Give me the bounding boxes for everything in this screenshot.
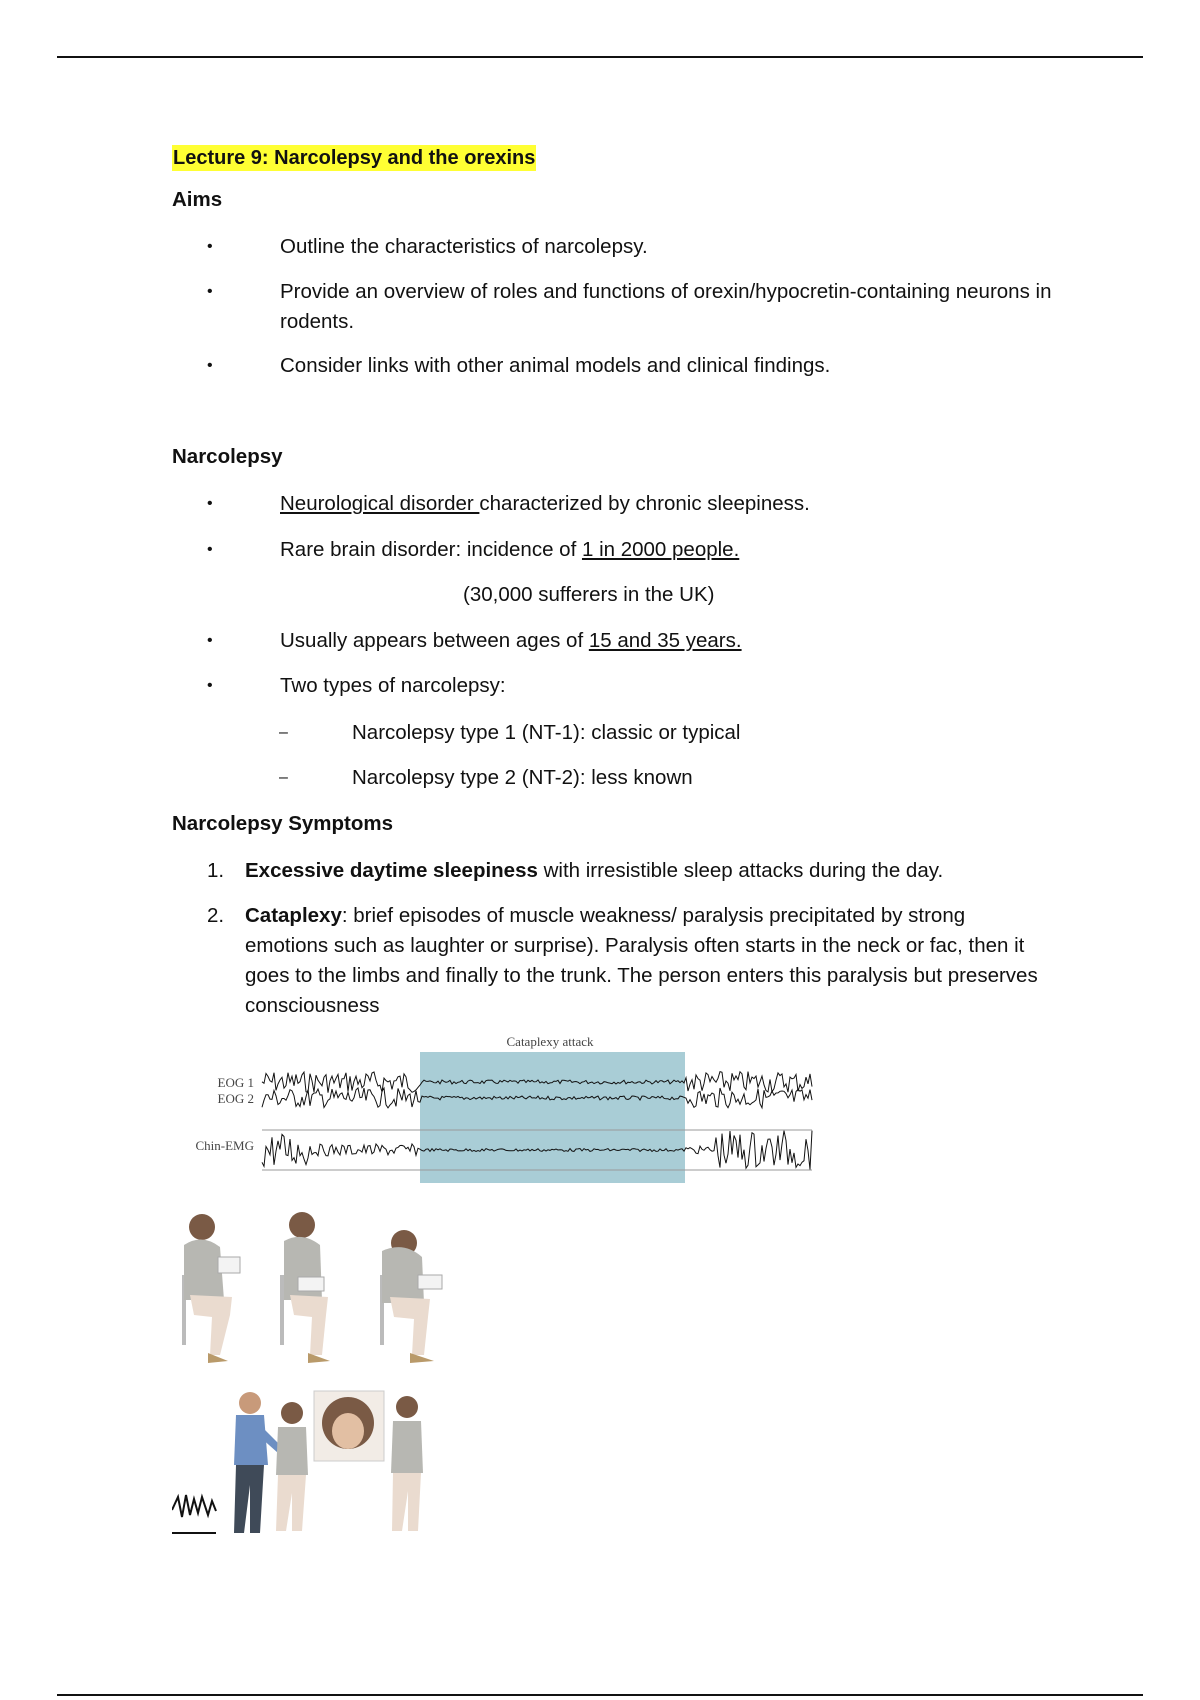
bullet-icon: • bbox=[207, 357, 213, 374]
bullet-icon: • bbox=[207, 283, 213, 300]
number-label: 2. bbox=[207, 904, 225, 927]
dash-icon: – bbox=[279, 724, 288, 741]
seated-person-3 bbox=[380, 1230, 442, 1363]
bullet-icon: • bbox=[207, 677, 213, 694]
bullet-icon: • bbox=[207, 632, 213, 649]
cataplexy-shade bbox=[420, 1052, 685, 1183]
bullet-icon: • bbox=[207, 238, 213, 255]
number-label: 1. bbox=[207, 859, 225, 882]
eog2-label: EOG 2 bbox=[217, 1091, 254, 1106]
seated-person-1 bbox=[182, 1214, 240, 1363]
cataplexy-illustration-standing bbox=[172, 1385, 472, 1545]
cataplexy-attack-label: Cataplexy attack bbox=[506, 1034, 594, 1049]
small-trace-snippet bbox=[172, 1495, 216, 1533]
collapsing-woman bbox=[276, 1402, 308, 1531]
narcolepsy-heading: Narcolepsy bbox=[172, 445, 283, 468]
face-closeup bbox=[314, 1391, 384, 1461]
symptoms-heading: Narcolepsy Symptoms bbox=[172, 812, 394, 835]
chin-emg-label: Chin-EMG bbox=[195, 1138, 254, 1153]
aims-heading: Aims bbox=[172, 188, 223, 211]
bottom-rule bbox=[57, 1694, 1143, 1696]
bullet-icon: • bbox=[207, 495, 213, 512]
standing-man bbox=[234, 1392, 284, 1533]
page-title: Lecture 9: Narcolepsy and the orexins bbox=[173, 147, 536, 169]
top-rule bbox=[57, 56, 1143, 58]
standing-woman bbox=[391, 1396, 423, 1531]
seated-person-2 bbox=[280, 1212, 330, 1363]
dash-icon: – bbox=[279, 769, 288, 786]
bullet-icon: • bbox=[207, 541, 213, 558]
cataplexy-illustration-seated bbox=[172, 1205, 472, 1370]
eog1-label: EOG 1 bbox=[217, 1075, 254, 1090]
sufferers-note: (30,000 sufferers in the UK) bbox=[463, 583, 715, 606]
cataplexy-recording-figure bbox=[172, 1030, 822, 1190]
